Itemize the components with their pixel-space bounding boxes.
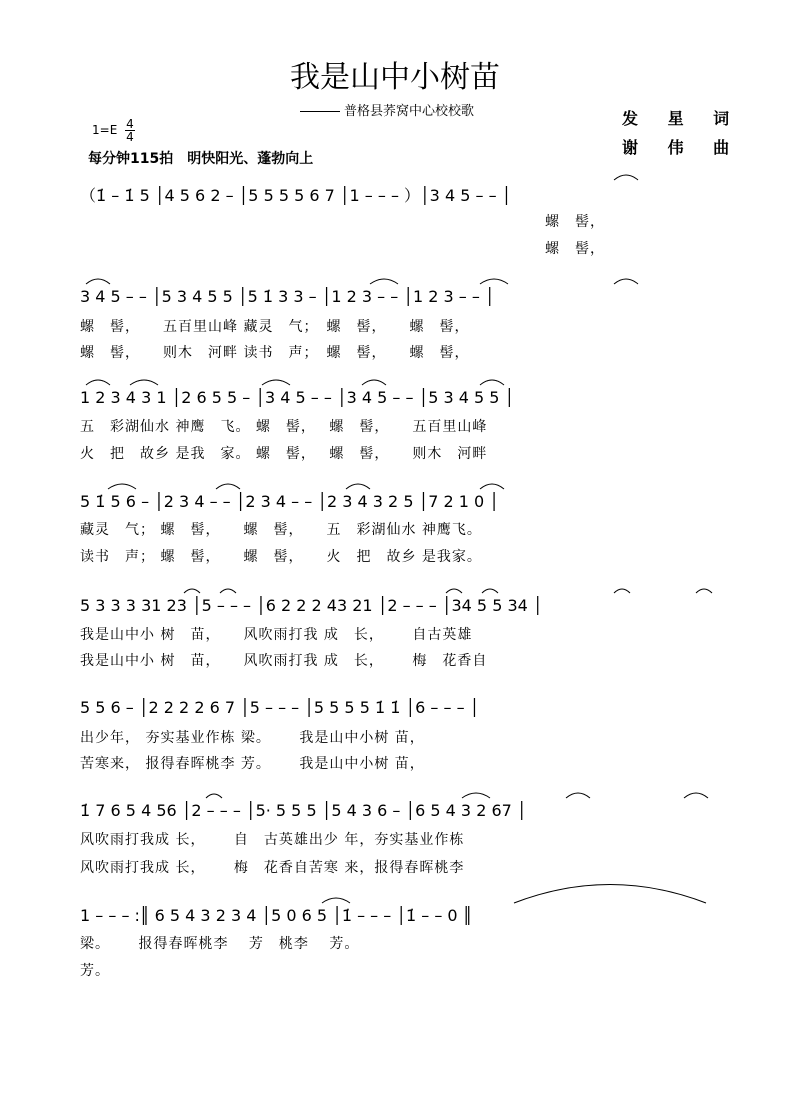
subtitle-text: 普格县荞窝中心校校歌 [344, 104, 475, 119]
slur-mark [462, 793, 490, 798]
lyricist-credit: 发 星 词 [622, 109, 742, 128]
slur-mark [262, 380, 290, 385]
slur-mark [480, 484, 504, 489]
song-title: 我是山中小树苗 [290, 60, 500, 95]
lyrics-verse-2: 我是山中小 树 苗， 风吹雨打我 成 长， 梅 花香自 [80, 653, 488, 669]
slur-mark [86, 279, 110, 284]
lyrics-verse-2: 读书 声； 螺 髻， 螺 髻， 火 把 故乡 是我家。 [80, 549, 482, 565]
lyrics-verse-2: 螺 髻， [80, 241, 605, 257]
slur-mark [130, 380, 158, 385]
slur-mark [566, 793, 590, 798]
slur-mark [446, 589, 462, 593]
lyrics-verse-1: 我是山中小 树 苗， 风吹雨打我 成 长， 自古英雄 [80, 627, 473, 643]
slur-mark [206, 794, 222, 798]
slur-mark [684, 793, 708, 798]
lyrics-verse-2: 芳。 [80, 963, 110, 979]
time-sig-bottom: 4 [126, 130, 134, 144]
slur-mark [216, 484, 240, 489]
notation-line: 5 1̇ 5 6 – │2 3 4 – – │2 3 4 – – │2 3 4 3 2 5 │7 2 1 0 │ [80, 492, 499, 511]
notation-line: 3 4 5 – – │5 3 4 5 5 │5 1̇ 3 3 – │1 2 3 – – │1 2 3 – – │ [80, 287, 495, 306]
notation-line: 1̇ 7 6 5 4 56 │2 – – – │5· 5 5 5 │5 4 3 6 – │6 5 4 3 2 67 │ [80, 801, 527, 820]
slur-mark [108, 484, 136, 489]
slur-mark [614, 279, 638, 284]
lyrics-verse-1: 螺 髻， 五百里山峰 藏灵 气； 螺 髻， 螺 髻， [80, 319, 470, 335]
lyrics-verse-2: 苦寒来， 报得春晖桃李 芳。 我是山中小树 苗， [80, 756, 425, 772]
tempo-marking: 每分钟115拍 明快阳光、蓬勃向上 [88, 151, 314, 167]
lyrics-verse-1: 五 彩湖仙水 神鹰 飞。 螺 髻， 螺 髻， 五百里山峰 [80, 419, 488, 435]
lyrics-verse-2: 火 把 故乡 是我 家。 螺 髻， 螺 髻， 则木 河畔 [80, 446, 488, 462]
lyrics-verse-2: 风吹雨打我成 长， 梅 花香自苦寒 来，报得春晖桃李 [80, 860, 465, 876]
slur-mark [614, 589, 630, 593]
slur-mark [370, 279, 398, 284]
slur-mark [184, 589, 200, 593]
slur-mark [480, 279, 508, 284]
lyrics-verse-1: 梁。 报得春晖桃李 芳 桃李 芳。 [80, 936, 360, 952]
lyrics-verse-1: 风吹雨打我成 长， 自 古英雄出少 年，夯实基业作栋 [80, 832, 465, 848]
slur-mark [614, 175, 638, 180]
lyrics-verse-2: 螺 髻， 则木 河畔 读书 声； 螺 髻， 螺 髻， [80, 345, 470, 361]
lyrics-verse-1: 出少年， 夯实基业作栋 梁。 我是山中小树 苗， [80, 730, 425, 746]
slur-mark [480, 380, 504, 385]
time-sig-top: 4 [126, 117, 134, 131]
slur-mark [696, 589, 712, 593]
key-text: 1=E [92, 123, 118, 137]
slur-mark [482, 589, 498, 593]
lyrics-verse-1: 藏灵 气； 螺 髻， 螺 髻， 五 彩湖仙水 神鹰飞。 [80, 522, 482, 538]
composer-credit: 谢 伟 曲 [622, 138, 742, 157]
slur-mark [346, 484, 370, 489]
notation-line: 5 3 3 3 31 23 │5 – – – │6 2 2 2 43 21 │2 – – – │34 5 5 34 │ [80, 596, 543, 615]
slur-mark [322, 898, 350, 903]
slur-mark [86, 380, 110, 385]
slur-mark [220, 589, 236, 593]
notation-line: 5 5 6 – │2 2 2 2 6 7 │5 – – – │5 5 5 5 1̇ 1̇ │6 – – – │ [80, 698, 480, 717]
notation-line: 1 2 3 4 3 1 │2 6 5 5 – │3 4 5 – – │3 4 5 – – │5 3 4 5 5 │ [80, 388, 515, 407]
lyrics-verse-1: 螺 髻， [80, 214, 605, 230]
slur-mark [514, 885, 706, 904]
slur-mark [362, 380, 386, 385]
notation-line: 1 – – – :║ 6 5 4 3 2 3 4 │5 0 6 5 │1̇ – – – │1̇ – – 0 ║ [80, 906, 473, 925]
notation-line: （1̇ – 1̇ 5 │4 5 6 2 – │5 5 5 5 6 7 │1 – – – ）│3 4 5 – – │ [80, 186, 512, 205]
